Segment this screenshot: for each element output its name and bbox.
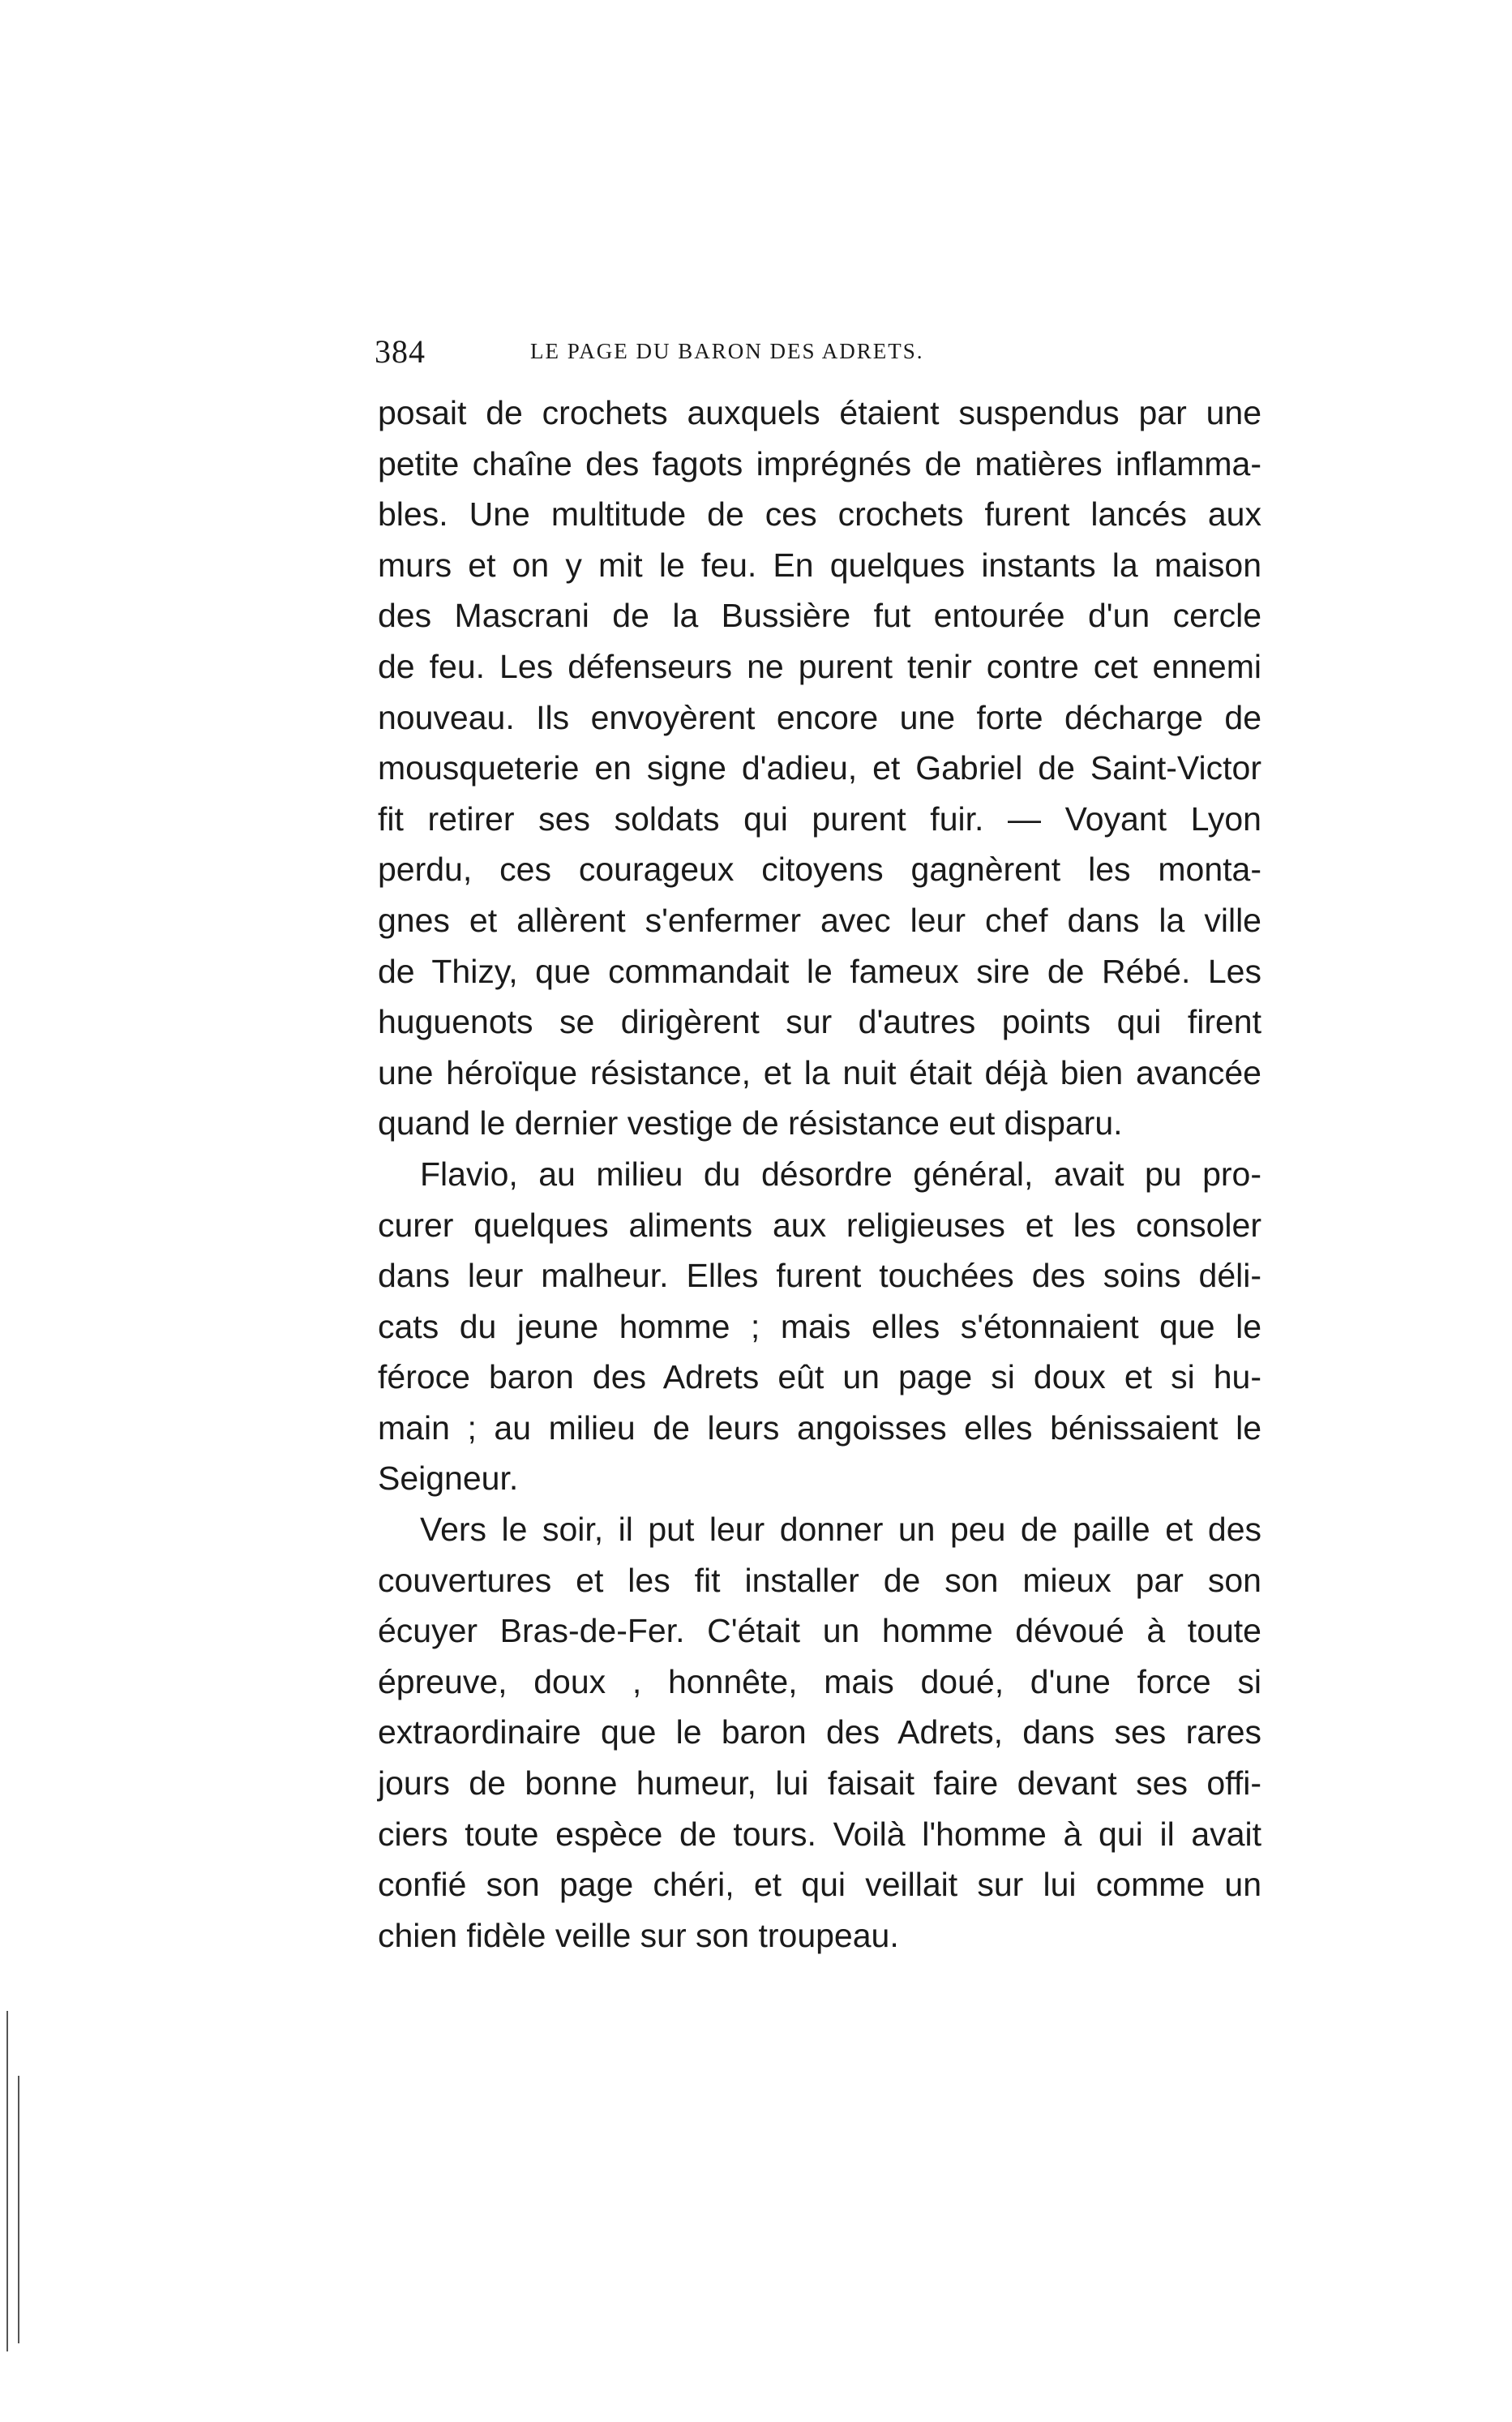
text-line: Seigneur. bbox=[378, 1460, 519, 1498]
paragraph bbox=[378, 1504, 1261, 1961]
text-line: de Thizy, que commandait le fameux sire de Rébé. Les bbox=[378, 952, 1261, 990]
text-line: Flavio, au milieu du désordre général, avait pu pro- bbox=[420, 1155, 1261, 1193]
page-number: 384 bbox=[375, 333, 426, 370]
body-text bbox=[378, 388, 1261, 1961]
text-line: féroce baron des Adrets eût un page si doux et si hu- bbox=[378, 1358, 1261, 1396]
text-line: couvertures et les fit installer de son mieux par son bbox=[378, 1561, 1261, 1599]
paragraph bbox=[378, 388, 1261, 1149]
text-line: chien fidèle veille sur son troupeau. bbox=[378, 1916, 899, 1954]
text-line: dans leur malheur. Elles furent touchées des soins déli- bbox=[378, 1257, 1261, 1295]
text-line: des Mascrani de la Bussière fut entourée d'un cercle bbox=[378, 597, 1261, 635]
text-line: quand le dernier vestige de résistance eut disparu. bbox=[378, 1104, 1123, 1142]
scan-margin-line bbox=[6, 2011, 8, 2351]
text-line: ciers toute espèce de tours. Voilà l'homme à qui il avait bbox=[378, 1815, 1261, 1853]
text-line: fit retirer ses soldats qui purent fuir. — Voyant Lyon bbox=[378, 799, 1261, 838]
text-line: bles. Une multitude de ces crochets furent lancés aux bbox=[378, 495, 1261, 534]
text-line: une héroïque résistance, et la nuit était déjà bien avancée bbox=[378, 1053, 1261, 1091]
text-line: curer quelques aliments aux religieuses et les consoler bbox=[378, 1206, 1261, 1244]
text-line: gnes et allèrent s'enfermer avec leur chef dans la ville bbox=[378, 901, 1261, 939]
text-line: cats du jeune homme ; mais elles s'étonnaient que le bbox=[378, 1307, 1261, 1345]
text-line: huguenots se dirigèrent sur d'autres points qui firent bbox=[378, 1003, 1261, 1041]
scan-margin-line bbox=[18, 2076, 19, 2343]
text-line: petite chaîne des fagots imprégnés de matières inflamma- bbox=[378, 444, 1261, 482]
page-header bbox=[375, 332, 1291, 381]
text-line: main ; au milieu de leurs angoisses elles bénissaient le bbox=[378, 1408, 1261, 1447]
text-line: murs et on y mit le feu. En quelques instants la maison bbox=[378, 546, 1261, 584]
text-line: épreuve, doux , honnête, mais doué, d'une force si bbox=[378, 1662, 1261, 1700]
text-line: Vers le soir, il put leur donner un peu de paille et des bbox=[420, 1511, 1261, 1549]
text-line: perdu, ces courageux citoyens gagnèrent les monta- bbox=[378, 851, 1261, 889]
paragraph bbox=[378, 1149, 1261, 1504]
text-line: écuyer Bras-de-Fer. C'était un homme dévoué à toute bbox=[378, 1612, 1261, 1650]
text-line: extraordinaire que le baron des Adrets, dans ses rares bbox=[378, 1713, 1261, 1751]
text-line: confié son page chéri, et qui veillait sur lui comme un bbox=[378, 1866, 1261, 1904]
text-line: de feu. Les défenseurs ne purent tenir contre cet ennemi bbox=[378, 647, 1261, 685]
text-line: posait de crochets auxquels étaient suspendus par une bbox=[378, 394, 1261, 431]
text-line: jours de bonne humeur, lui faisait faire devant ses offi- bbox=[378, 1764, 1261, 1803]
text-line: mousqueterie en signe d'adieu, et Gabriel de Saint-Victor bbox=[378, 749, 1261, 787]
text-line: nouveau. Ils envoyèrent encore une forte décharge de bbox=[378, 698, 1261, 736]
running-title: LE PAGE DU BARON DES ADRETS. bbox=[530, 339, 924, 363]
